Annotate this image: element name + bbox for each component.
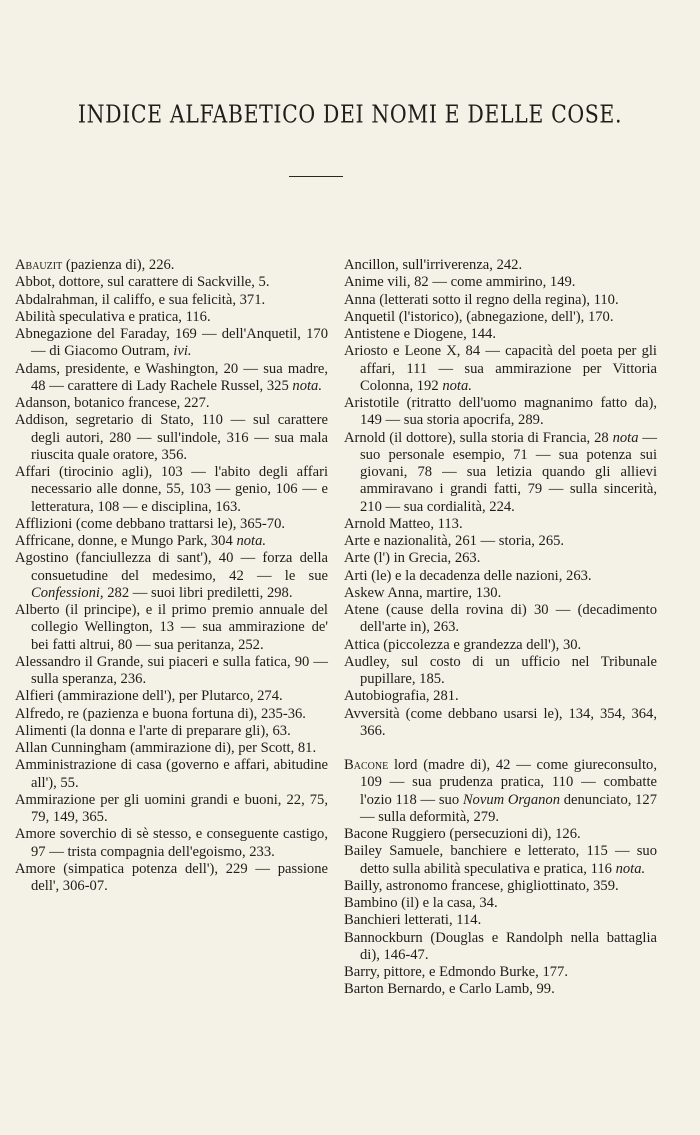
- index-entry: [344, 930, 657, 965]
- entry-text: Arnold (il dottore), sulla storia di Francia, 28: [344, 429, 609, 446]
- index-entry: [344, 981, 657, 998]
- index-entry: [344, 688, 657, 705]
- entry-note: ivi.: [173, 343, 192, 360]
- index-entry: [15, 861, 328, 896]
- entry-text: Anquetil (l'istorico), (abnegazione, dell'), 170.: [344, 308, 614, 325]
- index-entry: [15, 395, 328, 412]
- entry-text: Abnegazione del Faraday, 169 — dell'Anquetil, 170 — di Giacomo Outram,: [15, 326, 328, 360]
- page-title: INDICE ALFABETICO DEI NOMI E DELLE COSE.: [77, 100, 623, 129]
- index-entry: [344, 274, 657, 291]
- entry-text: Alimenti (la donna e l'arte di preparare gli), 63.: [15, 722, 291, 739]
- entry-text: Allan Cunningham (ammirazione di), per Scott, 81.: [15, 740, 317, 756]
- index-entry: [15, 654, 328, 689]
- entry-text: Adams, presidente, e Washington, 20 — sua madre, 48 — carattere di Lady Rachele Russel, 325: [15, 360, 328, 394]
- entry-text: Bailey Samuele, banchiere e letterato, 115 — suo detto sulla abilità speculativa e pratica, 116: [344, 843, 657, 877]
- index-column-left: [15, 257, 328, 895]
- title-divider: [289, 176, 343, 177]
- entry-text: Ariosto e Leone X, 84 — capacità del poeta per gli affari, 111 — sua ammirazione per Vittoria Colonna, 192: [344, 343, 657, 394]
- entry-text: Affricane, donne, e Mungo Park, 304: [15, 533, 233, 549]
- entry-text: Bacone Ruggiero (persecuzioni di), 126.: [344, 826, 581, 842]
- index-entry: [15, 706, 328, 723]
- index-entry: [15, 361, 328, 396]
- index-entry: [15, 309, 328, 326]
- index-entry: [344, 550, 657, 567]
- entry-text: Alberto (il principe), e il primo premio annuale del collegio Wellington, 13 — sua ammirazione de' bei fatti altrui, 80 — sua peritanza, 252.: [15, 602, 328, 653]
- index-entry: [344, 257, 657, 274]
- index-entry: [344, 395, 657, 430]
- index-entry: [15, 688, 328, 705]
- index-entry: [15, 464, 328, 516]
- entry-text: Amministrazione di casa (governo e affari, abitudine all'), 55.: [15, 757, 328, 791]
- entry-text: Bambino (il) e la casa, 34.: [344, 895, 498, 911]
- entry-text-continued: 282 — suoi libri prediletti, 298.: [107, 584, 293, 601]
- index-entry: [15, 723, 328, 740]
- index-entry: [15, 412, 328, 464]
- entry-text: Anime vili, 82 — come ammirino, 149.: [344, 274, 576, 291]
- entry-text: Audley, sul costo di un ufficio nel Tribunale pupillare, 185.: [344, 653, 657, 687]
- entry-note: nota.: [442, 377, 472, 394]
- entry-text: Avversità (come debbano usarsi le), 134, 354, 364, 366.: [344, 705, 657, 739]
- entry-italic: Novum Organon: [462, 791, 561, 808]
- entry-text: Ancillon, sull'irriverenza, 242.: [344, 257, 523, 273]
- index-entry: [15, 826, 328, 861]
- entry-text: Ammirazione per gli uomini grandi e buoni, 22, 75, 79, 149, 365.: [15, 791, 328, 825]
- index-entry: [15, 757, 328, 792]
- entry-text: Arnold Matteo, 113.: [344, 515, 463, 532]
- index-entry: [344, 912, 657, 929]
- entry-text: Arte e nazionalità, 261 — storia, 265.: [344, 533, 565, 549]
- index-column-right: [344, 257, 657, 999]
- index-entry: [344, 895, 657, 912]
- index-entry: [344, 430, 657, 516]
- index-entry: [344, 585, 657, 602]
- entry-text: Alfieri (ammirazione dell'), per Plutarco, 274.: [15, 688, 283, 705]
- index-entry: [15, 740, 328, 757]
- entry-text: Alessandro il Grande, sui piaceri e sulla fatica, 90 — sulla speranza, 236.: [15, 653, 328, 687]
- index-entry: [15, 602, 328, 654]
- entry-text: Attica (piccolezza e grandezza dell'), 30.: [344, 636, 582, 653]
- entry-text: Antistene e Diogene, 144.: [344, 326, 496, 342]
- entry-text: Abdalrahman, il califfo, e sua felicità, 371.: [15, 291, 266, 308]
- entry-note: nota.: [236, 533, 267, 549]
- entry-text: lord (madre di), 42 — come giureconsulto, 109 — sua prudenza pratica, 110 — combatte l'ozio 118 — suo: [360, 757, 657, 808]
- entry-text: Addison, segretario di Stato, 110 — sul carattere degli autori, 280 — sull'indole, 316 — sua mala riuscita quale oratore, 356.: [15, 412, 328, 463]
- entry-text: Banchieri letterati, 114.: [344, 912, 482, 929]
- entry-italic: Confessioni,: [31, 584, 104, 601]
- index-entry: [344, 602, 657, 637]
- index-entry: [344, 516, 657, 533]
- entry-heading: Bacone: [344, 757, 389, 773]
- index-entry: [344, 654, 657, 689]
- entry-text: Bannockburn (Douglas e Randolph nella battaglia di), 146-47.: [344, 929, 657, 963]
- entry-note: nota.: [615, 860, 646, 877]
- index-entry: [344, 757, 657, 826]
- index-entry: [15, 292, 328, 309]
- entry-text: (pazienza di), 226.: [65, 257, 175, 273]
- index-entry: [344, 343, 657, 395]
- index-entry: [344, 706, 657, 741]
- entry-heading: Abauzit: [15, 257, 63, 273]
- entry-text: Askew Anna, martire, 130.: [344, 584, 502, 601]
- entry-text: Arte (l') in Grecia, 263.: [344, 550, 481, 567]
- index-entry: [344, 326, 657, 343]
- entry-text: Alfredo, re (pazienza e buona fortuna di), 235-36.: [15, 705, 306, 722]
- index-entry: [15, 792, 328, 827]
- index-entry: [344, 292, 657, 309]
- index-entry: [344, 309, 657, 326]
- entry-text: Amore (simpatica potenza dell'), 229 — passione dell', 306-07.: [15, 860, 328, 894]
- entry-text: Amore soverchio di sè stesso, e conseguente castigo, 97 — trista compagnia dell'egoismo, 233.: [15, 826, 328, 860]
- entry-text: Affari (tirocinio agli), 103 — l'abito degli affari necessario alle donne, 55, 103 — genio, 106 — e letteratura, 108 — e disciplina, 163.: [15, 464, 328, 515]
- entry-text-continued: denunciato, 127 — sulla deformità, 279.: [360, 791, 657, 825]
- entry-italic: nota: [612, 429, 639, 446]
- entry-text: Agostino (fanciullezza di sant'), 40 — forza della consuetudine del medesimo, 42 — le sue: [15, 550, 328, 584]
- index-entry: [15, 550, 328, 602]
- entry-text: Anna (letterati sotto il regno della regina), 110.: [344, 291, 619, 308]
- entry-text: Abilità speculativa e pratica, 116.: [15, 308, 211, 325]
- entry-text: Adanson, botanico francese, 227.: [15, 395, 210, 411]
- index-entry: [15, 257, 328, 274]
- entry-text: Autobiografia, 281.: [344, 688, 459, 705]
- entry-text: Bailly, astronomo francese, ghigliottinato, 359.: [344, 877, 619, 894]
- index-entry: [15, 533, 328, 550]
- index-entry: [15, 326, 328, 361]
- entry-text: Arti (le) e la decadenza delle nazioni, 263.: [344, 567, 592, 584]
- index-entry: [15, 516, 328, 533]
- entry-text: Abbot, dottore, sul carattere di Sackville, 5.: [15, 274, 270, 291]
- index-entry: [344, 533, 657, 550]
- entry-text-continued: — suo personale esempio, 71 — sua potenza sui giovani, 78 — sua letizia quando gli allievi ammiravano i grandi fatti, 79 — sulla sincerità, 210 — sua cordialità, 224.: [360, 429, 657, 515]
- entry-note: nota.: [292, 377, 322, 394]
- index-entry: [344, 568, 657, 585]
- index-entry: [344, 964, 657, 981]
- entry-text: Barton Bernardo, e Carlo Lamb, 99.: [344, 981, 555, 998]
- index-entry: [344, 878, 657, 895]
- index-entry: [344, 826, 657, 843]
- entry-text: Aristotile (ritratto dell'uomo magnanimo fatto da), 149 — sua storia apocrifa, 289.: [344, 395, 657, 429]
- entry-text: Afflizioni (come debbano trattarsi le), 365-70.: [15, 515, 286, 532]
- index-entry: [344, 637, 657, 654]
- entry-text: Atene (cause della rovina di) 30 — (decadimento dell'arte in), 263.: [344, 602, 657, 636]
- index-entry: [344, 843, 657, 878]
- index-entry: [15, 274, 328, 291]
- entry-text: Barry, pittore, e Edmondo Burke, 177.: [344, 964, 568, 980]
